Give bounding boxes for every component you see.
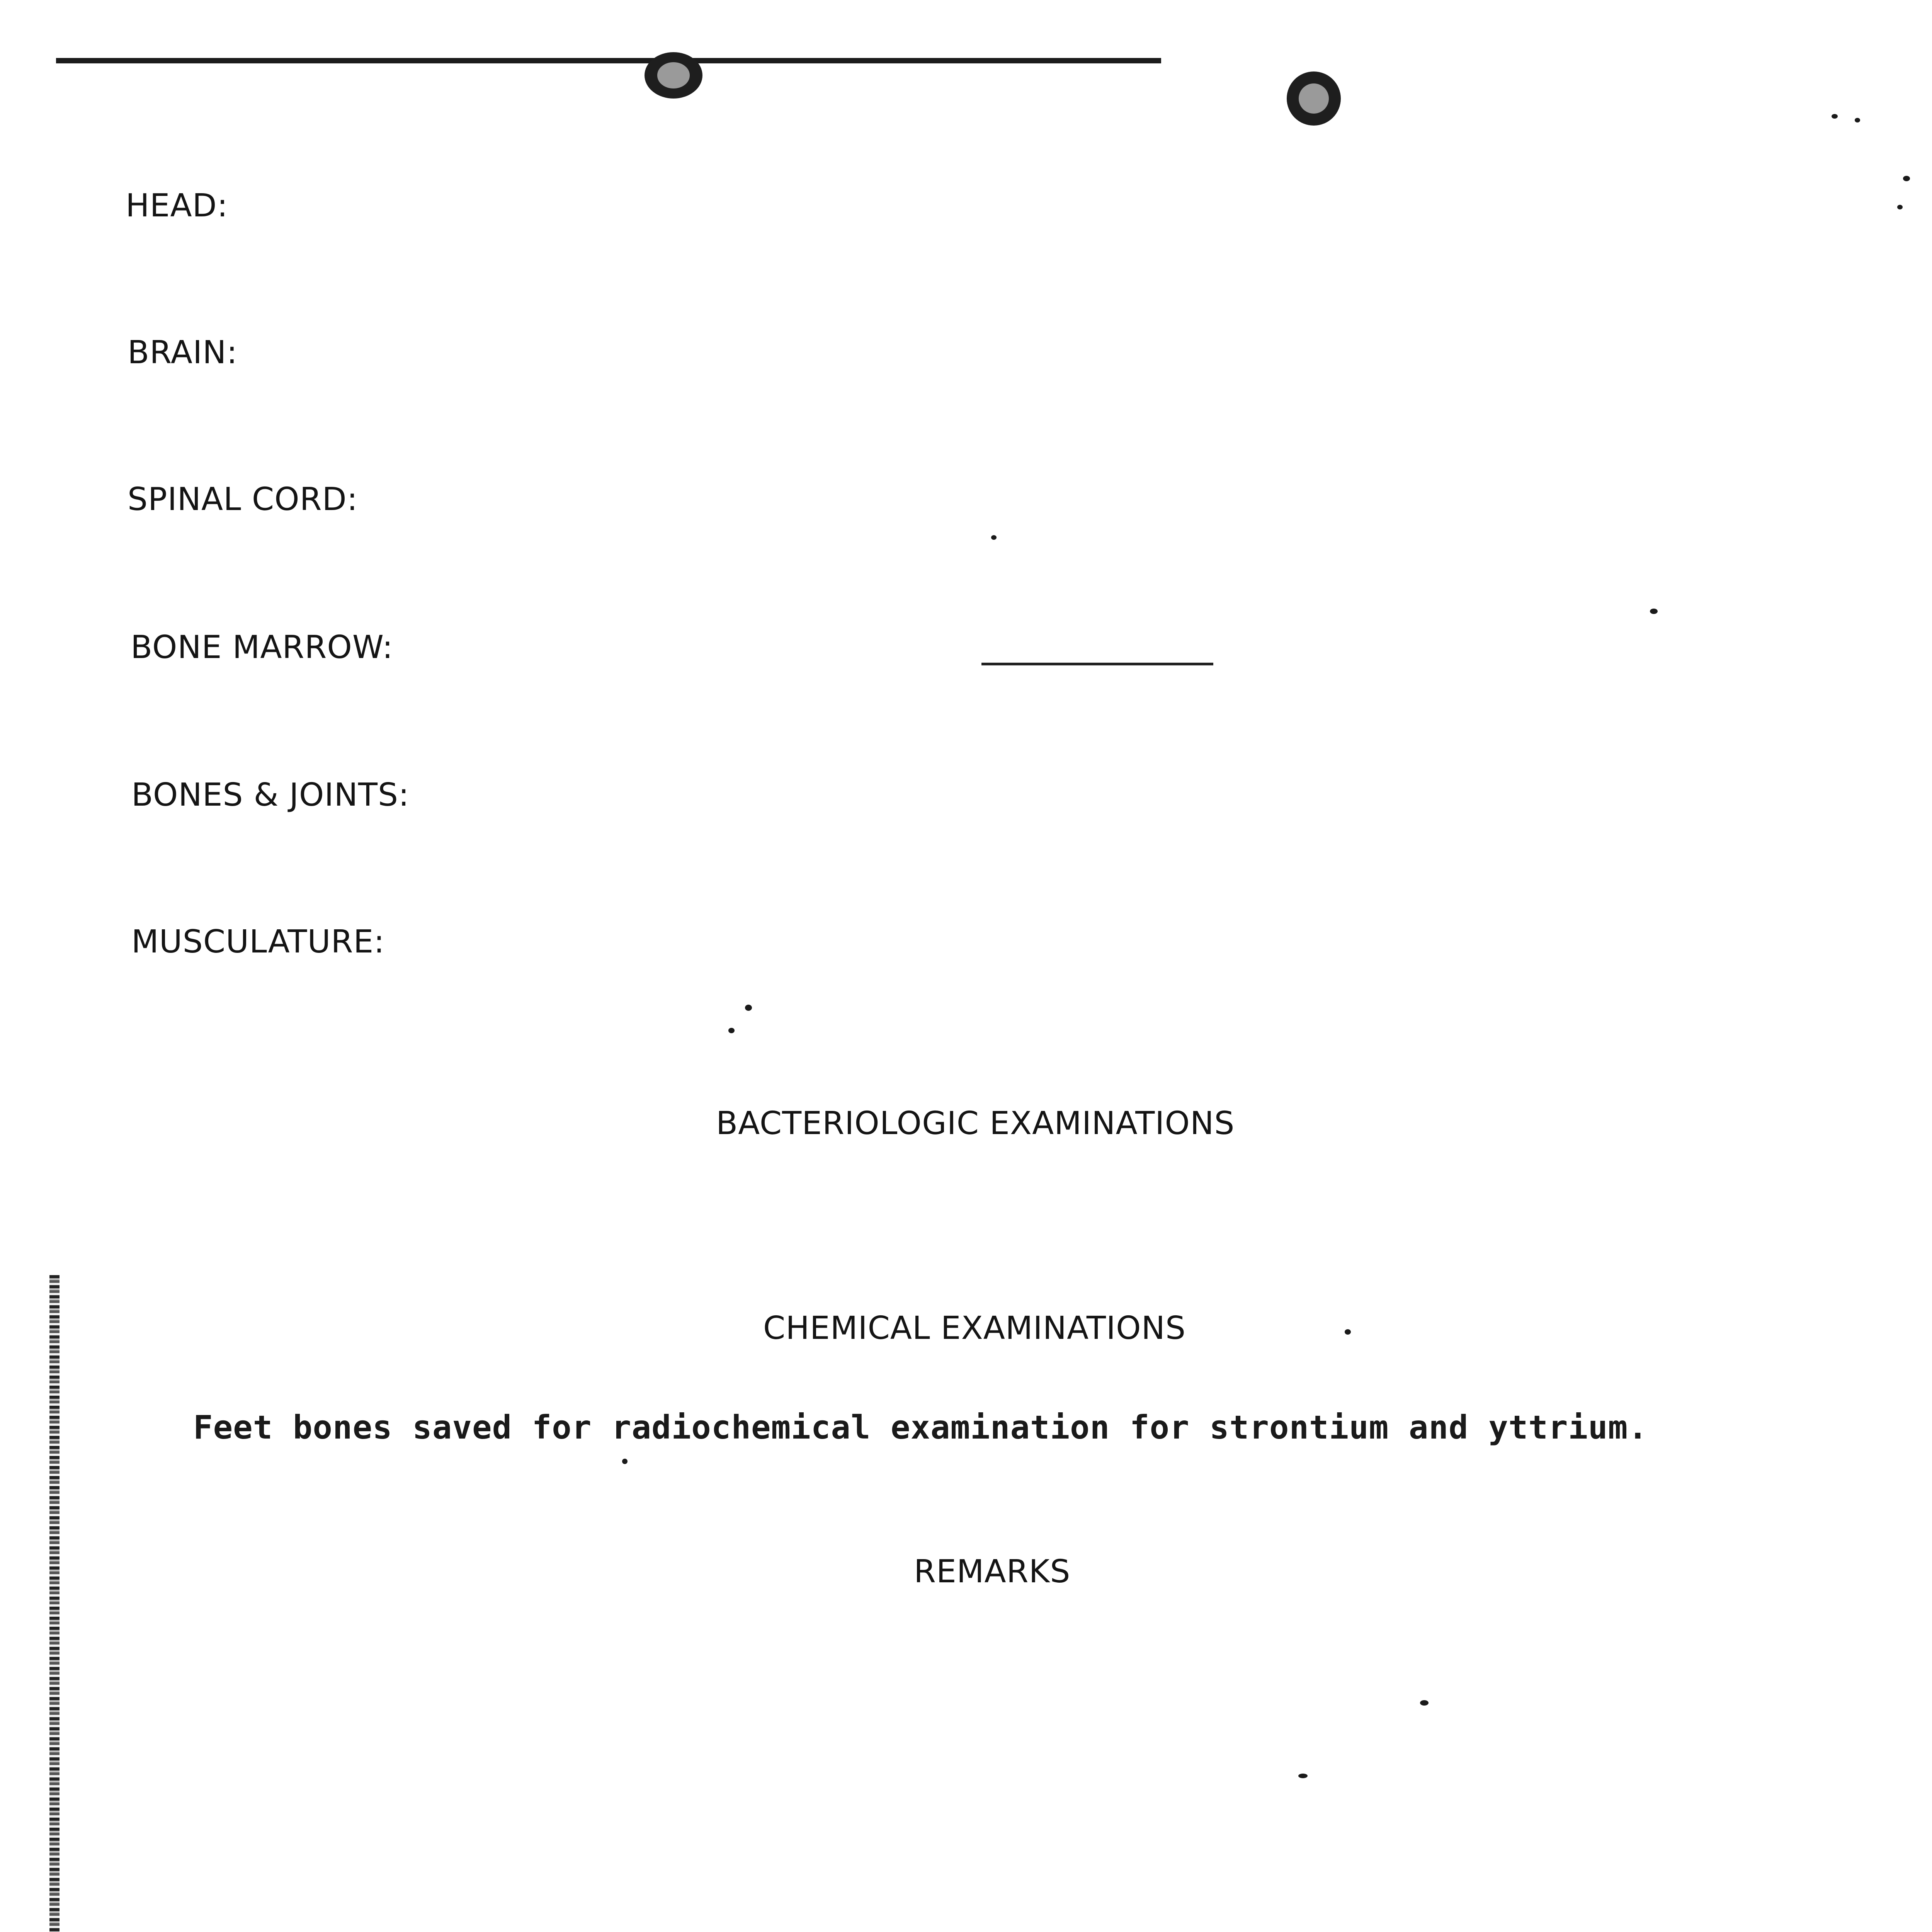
section-heading-bacteriologic: BACTERIOLOGIC EXAMINATIONS <box>716 1105 1235 1142</box>
scan-speck <box>1345 1329 1351 1335</box>
punch-hole <box>1287 71 1341 126</box>
scan-speck <box>622 1459 628 1464</box>
scan-speck <box>745 1005 752 1011</box>
scan-speck <box>728 1028 735 1033</box>
field-label-head: HEAD: <box>126 187 228 224</box>
scan-speck <box>1903 176 1910 181</box>
scan-speck <box>1855 118 1860 122</box>
short-rule <box>981 663 1213 665</box>
field-label-musculature: MUSCULATURE: <box>131 923 385 960</box>
typed-chemical-note: Feet bones saved for radiochemical examination for strontium and yttrium. <box>193 1408 1648 1446</box>
field-label-brain: BRAIN: <box>128 334 238 371</box>
scan-speck <box>1650 609 1658 614</box>
section-heading-chemical: CHEMICAL EXAMINATIONS <box>763 1310 1186 1347</box>
scan-speck <box>1832 114 1838 119</box>
field-label-bone-marrow: BONE MARROW: <box>131 629 393 666</box>
field-label-spinal-cord: SPINAL CORD: <box>128 481 358 518</box>
section-heading-remarks: REMARKS <box>914 1553 1071 1590</box>
top-rule <box>56 58 1161 63</box>
scan-speck <box>991 535 997 540</box>
field-label-bones-joints: BONES & JOINTS: <box>131 777 410 813</box>
scan-speck <box>1298 1774 1308 1778</box>
scan-speck <box>1897 205 1903 209</box>
scan-edge-left <box>49 1275 60 1932</box>
punch-hole <box>645 52 702 99</box>
scan-speck <box>1420 1700 1429 1706</box>
